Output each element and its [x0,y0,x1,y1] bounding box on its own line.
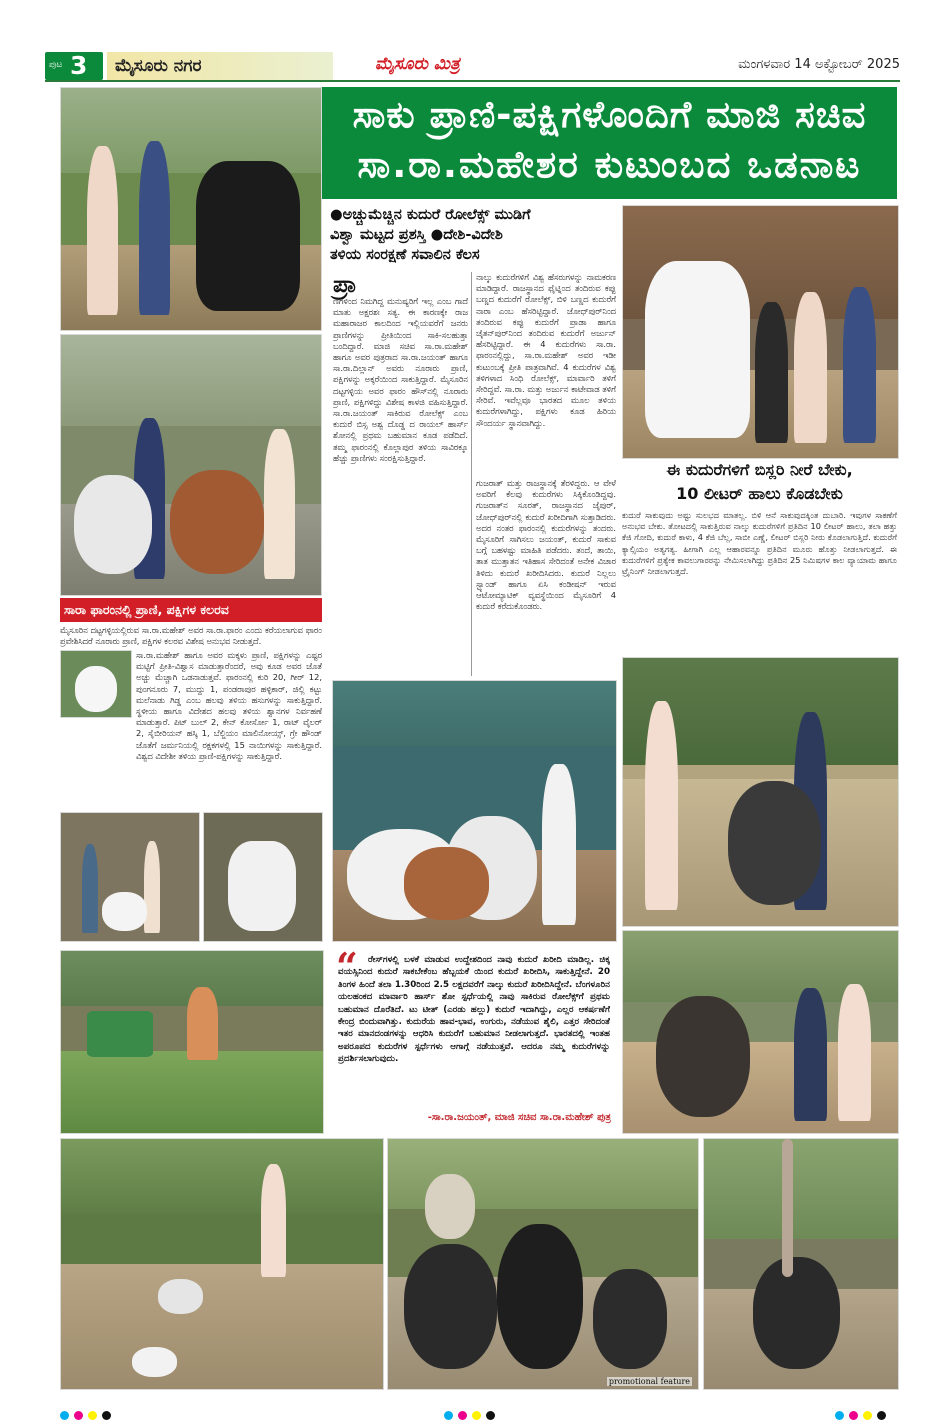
headline-banner [322,87,897,199]
photo-cattle-shed [60,334,322,596]
paper-name: ಮೈಸೂರು ಮಿತ್ರ [375,54,460,74]
page-badge [45,52,103,80]
issue-date: ಮಂಗಳವಾರ 14 ಅಕ್ಟೋಬರ್ 2025 [738,57,900,72]
registration-marks-left [60,1405,116,1424]
article-col2: ನಾಲ್ಕು ಕುದುರೆಗಳಿಗೆ ವಿಶ್ವ ಹೆಸರುಗಳನ್ನು ನಾಮಕರಣ ಮಾಡಿದ್ದಾರೆ. ರಾಜಸ್ಥಾನದ ಫೈಟ್ನಿಂದ ತಂದಿರುವ ಕಪ್ಪು ಬಣ್ಣದ ಕುದುರೆಗೆ ರೋಲೆಕ್ಸ್, ಬಿಳಿ ಬಣ್ಣದ ಕುದುರೆಗೆ ನಾರಾ ಎಂಬ ಹೆಸರಿಟ್ಟಿದ್ದಾರೆ. ಜೋಧ್‌ಪುರ್‌ನಿಂದ ತಂದಿರುವ ಕಪ್ಪು ಕುದುರೆಗೆ ಪ್ರಾಡಾ ಹಾಗೂ ಚೈತನ್‌ಪುರ್‌ನಿಂದ ತಂದಿರುವ ಕುದುರೆಗೆ ಅರ್ಜುನ್ ಹೆಸರಿಟ್ಟಿದ್ದಾರೆ. ಈ 4 ಕುದುರೆಗಳು ಸಾ.ರಾ. ಫಾರಂನಲ್ಲಿದ್ದು, ಸಾ.ರಾ.ಮಹೇಶ್ ಅವರ ಇಡೀ ಕುಟುಂಬಕ್ಕೆ ಪ್ರೀತಿ ಪಾತ್ರವಾಗಿವೆ. 4 ಕುದುರೆಗಳ ವಿಶ್ವ ತಳಿಗಳಾದ ಸಿಂಧಿ ರೋಲೆಕ್ಸ್, ಮಾರ್ವಾರಿ ತಳಿಗೆ ಸೇರಿದ್ದವೆ. ಸಾ.ರಾ. ಮತ್ತು ಅರ್ಜುನ ಕಾಟೇವಾಡ ತಳಿಗೆ ಸೇರಿವೆ. ಇವೆಲ್ಲವೂ ಭಾರತದ ಮೂಲ ತಳಿಯ ಕುದುರೆಗಳಾಗಿದ್ದು, ಪಕ್ಷಿಗಳು ಕೂಡ ಹಿರಿಯ ಸೌಂದರ್ಯ ಸ್ಥಾನವಾಗಿದ್ದು. [476,272,616,428]
photo-sheep-man [60,812,200,942]
photo-goat [203,812,323,942]
subhead-line3: ತಳಿಯ ಸಂರಕ್ಷಣೆ ಸವಾಲಿನ ಕೆಲಸ [330,247,480,263]
milk-box-title1: ಈ ಕುದುರೆಗಳಿಗೆ ಬಿಸ್ಲರಿ ನೀರೆ ಬೇಕು, [666,460,853,479]
subhead-line1: ●ಅಚ್ಚುಮೆಚ್ಚಿನ ಕುದುರೆ ರೋಲೆಕ್ಸ್ ಮುಡಿಗೆ [330,207,531,223]
milk-box [622,460,897,652]
article-col1: ಣಿಗಳಿಂದ ನಿಮಗಿದ್ದ ಮನುಷ್ಯರಿಗೆ ಇಲ್ಲ ಎಂಬ ಗಾದೆ ಮಾತು ಅಕ್ಷರಶಃ ಸತ್ಯ. ಈ ಕಾರಣಕ್ಕೇ ರಾಜ ಮಹಾರಾಜರ ಕಾಲದಿಂದ ಇಲ್ಲಿಯವರೆಗೆ ಜನರು ಪ್ರಾಣಿಗಳನ್ನು ಪ್ರೀತಿಯಿಂದ ಸಾಕಿ-ಸಲಹುತ್ತಾ ಬಂದಿದ್ದಾರೆ. ಮಾಜಿ ಸಚಿವ ಸಾ.ರಾ.ಮಹೇಶ್ ಹಾಗೂ ಅವರ ಪುತ್ರರಾದ ಸಾ.ರಾ.ಜಯಂತ್ ಹಾಗೂ ಸಾ.ರಾ.ದಿಲ್ಲಾನ್ ಅವರು ನೂರಾರು ಪ್ರಾಣಿ, ಪಕ್ಷಿಗಳನ್ನು ಅಕ್ಕರೆಯಿಂದ ಸಾಕುತ್ತಿದ್ದಾರೆ. ಮೈಸೂರಿನ ದಟ್ಟಗಳ್ಳಿಯ ಅವರ ಫಾರಂ ಹೌಸ್‌ನಲ್ಲಿ ನೂರಾರು ಪ್ರಾಣಿ, ಪಕ್ಷಿಗಳಿದ್ದು ವಿಶೇಷ ಕಾಳಜಿ ವಹಿಸುತ್ತಿದ್ದಾರೆ. ಸಾ.ರಾ.ಜಯಂತ್ ಸಾಕಿರುವ ರೋಲೆಕ್ಸ್ ಎಂಬ ಕುದುರೆ ಬಿಸ್ಸ ಅಶ್ವ ದೊಡ್ಡ ದ ರಾಯಲ್ ಹಾರ್ಸ್ ಶೋನಲ್ಲಿ ಪ್ರಥಮ ಬಹುಮಾನ ಕೂಡ ಪಡೆದಿದೆ. ತಮ್ಮ ಫಾರಂನಲ್ಲಿ ಕೊಲ್ಲಾಪುರ ತಳಿಯ ಸಾವಿರಕ್ಕೂ ಹೆಚ್ಚು ಪ್ರಾಣಿಗಳು ಸಂರಕ್ಷಿಸುತ್ತಿದ್ದಾರೆ. [333,296,468,463]
section-title: ಮೈಸೂರು ನಗರ [115,56,202,76]
photo-ostrich [703,1138,899,1390]
photo-fodder [60,950,324,1134]
page-label: ಪುಟ [49,60,63,70]
masthead [45,52,900,80]
farm-box-intro: ಮೈಸೂರಿನ ದಟ್ಟಗಳ್ಳಿಯಲ್ಲಿರುವ ಸಾ.ರಾ.ಮಹೇಶ್ ಅವರ ಸಾ.ರಾ.ಫಾರಂ ಎಂದು ಕರೆಯಲಾಗುವ ಫಾರಂ ಪ್ರವೇಶಿಸಿದರೆ ನೂರಾರು ಪ್ರಾಣಿ, ಪಕ್ಷಿಗಳ ಕಲರವ ವಿಶೇಷ ಅನುಭವ ನೀಡುತ್ತದೆ. [60,625,322,647]
farm-box-title-bar [60,598,322,622]
photo-turkeys [387,1138,699,1390]
registration-marks-center [444,1405,500,1424]
milk-box-title2: 10 ಲೀಟರ್ ಹಾಲು ಕೊಡಬೇಕು [676,484,843,503]
farm-box-body: ಸಾ.ರಾ.ಮಹೇಶ್ ಹಾಗೂ ಅವರ ಮಕ್ಕಳು ಪ್ರಾಣಿ, ಪಕ್ಷಿಗಳನ್ನು ಎಷ್ಟರ ಮಟ್ಟಿಗೆ ಪ್ರೀತಿ-ವಿಶ್ವಾಸ ಮಾಡುತ್ತಾರೆಂದರೆ, ಅವು ಕೂಡ ಅವರ ಜೊತೆ ಅಚ್ಚು ಮೆಚ್ಚಾಗಿ ಒಡನಾಡುತ್ತವೆ. ಫಾರಂನಲ್ಲಿ ಕುರಿ 20, ಗೀರ್ 12, ಪುಂಗನೂರು 7, ಮುದ್ದು 1, ಪಂಡರಾಪುರ ಹಳ್ಳಿಕಾರ್, ಜಿಲ್ಲಿ ಕಟ್ಟು ಮಲೆನಾಡು ಗಿಡ್ಡ ಎಂಬ ಹಲವು ತಳಿಯ ಹಸುಗಳನ್ನು ಸಾಕುತ್ತಿದ್ದಾರೆ. ಸ್ಥಳೀಯ ಹಾಗೂ ವಿದೇಶದ ಹಲವು ತಳಿಯ ಶ್ವಾನಗಳ ನಿರ್ವಹಣೆ ಮಾಡುತ್ತಾರೆ. ಪಿಟ್ ಬುಲ್ 2, ಕೇನ್ ಕೋರ್ಸೋ 1, ರಾಟ್ ವೈಲರ್ 2, ಸೈಬೀರಿಯನ್ ಹಸ್ಕಿ 1, ಬೆಲ್ಜಿಯಂ ಮಾಲಿನೋಯ್ಸ್, ಗ್ರೇ ಹೌಂಡ್ ಜೊತೆಗೆ ಜರ್ಮನಿಯಲ್ಲಿ ರಕ್ಷಕಗಳಲ್ಲಿ 15 ನಾಯಿಗಳನ್ನು ಸಾಕುತ್ತಿದ್ದಾರೆ. ವಿಶ್ವದ ವಿದೇಶೀ ತಳಿಯ ಪ್ರಾಣಿ-ಪಕ್ಷಿಗಳನ್ನು ಸಾಕುತ್ತಿದ್ದಾರೆ. [136,650,322,761]
photo-goat-shed [332,680,617,942]
quote-text: ರೇಸ್‌ಗಳಲ್ಲಿ ಬಳಕೆ ಮಾಡುವ ಉದ್ದೇಶದಿಂದ ನಾವು ಕುದುರೆ ಖರೀದಿ ಮಾಡಿಲ್ಲ. ಚಿಕ್ಕ ವಯಸ್ಸಿನಿಂದ ಕುದುರೆ ಸಾಕಬೇಕೆಂಬ ಹೆಬ್ಬಯಕೆ ಯಿಂದ ಕುದುರೆ ಖರೀದಿಸಿ, ಸಾಕುತ್ತಿದ್ದೇನೆ. 20 ತಿಂಗಳ ಹಿಂದೆ ತಲಾ 1.30ರಿಂದ 2.5 ಲಕ್ಷದವರೆಗೆ ನಾಲ್ಕು ಕುದುರೆ ಖರೀದಿಸಿದ್ದೇನೆ. ಬೆಂಗಳೂರಿನ ಯಲಹಂಕದ ಮಾರ್ವಾರಿ ಹಾರ್ಸ್ ಶೋ ಸ್ಪರ್ಧೆಯಲ್ಲಿ ನಾವು ಸಾಕಿರುವ ರೋಲೆಕ್ಸ್‌ಗೆ ಪ್ರಥಮ ಬಹುಮಾನ ದೊರೆತಿದೆ. ಟು ಟೀತ್ (ಎರಡು ಹಲ್ಲು) ಕುದುರೆ ಇದಾಗಿದ್ದು, ಎಲ್ಲರ ಆಕರ್ಷಣೆಗೆ ಕೇಂದ್ರ ಬಿಂದುವಾಗಿತ್ತು. ಕುದುರೆಯ ಹಾವ-ಭಾವ, ಉಗುರು, ನಡೆಯುವ ಶೈಲಿ, ಎತ್ತರ ಸೇರಿದಂತೆ ಇತರ ಮಾನದಂಡಗಳನ್ನು ಆಧರಿಸಿ ಕುದುರೆಗೆ ಬಹುಮಾನ ನೀಡಲಾಗುತ್ತದೆ. ಭಾರತದಲ್ಲಿ ಇಂತಹ ಅಪರೂಪದ ಕುದುರೆಗಳ ಸ್ಪರ್ಧೆಗಳು ಆಗಾಗ್ಗೆ ನಡೆಯುತ್ತವೆ. ಆದರೂ ನಮ್ಮ ಕುದುರೆಗಳನ್ನು ಪ್ರದರ್ಶಿಸಲಾಗುವುದು. [338,955,610,1065]
article-col3: ಗುಜರಾತ್ ಮತ್ತು ರಾಜಸ್ಥಾನಕ್ಕೆ ತೆರಳಿದ್ದರು. ಆ ವೇಳೆ ಅವರಿಗೆ ಕೆಲವು ಕುದುರೆಗಳು ಸಿಕ್ಕಿಕೊಂಡಿದ್ದವು. ಗುಜರಾತ್‌ನ ಸೂರತ್, ರಾಜಸ್ಥಾನದ ಜೈಪುರ್, ಜೋಧ್‌ಪುರ್‌ನಲ್ಲಿ ಕುದುರೆ ಖರೀದಿಗಾಗಿ ಸುತ್ತಾಡಿದರು. ಅದರ ನಂತರ ಫಾರಂನಲ್ಲಿ ಕುದುರೆಗಳನ್ನು ತಂದರು. ಮೈಸೂರಿಗೆ ಸಾಗಿಸಲು ಜಯಂತ್, ಕುದುರೆ ಸಾಕುವ ಬಗ್ಗೆ ಬಹಳಷ್ಟು ಮಾಹಿತಿ ಪಡೆದರು. ತಂದೆ, ತಾಯಿ, ತಾತ ಮುತ್ತಾತನ ಇತಿಹಾಸ ಸೇರಿದಂತೆ ಅನೇಕ ವಿಚಾರ ತಿಳಿದು ಕುದುರೆ ಖರೀದಿಸಿದರು. ಕುದುರೆ ನಿಲ್ಲಲು ಸ್ಟ್ಯಾಂಡ್ ಹಾಗೂ ಏಸಿ ಕಂಡೀಷನ್ ಇರುವ ಆಟೋಮ್ಯಾಟಿಕ್ ವ್ಯವಸ್ಥೆಯಿಂದ ಮೈಸೂರಿಗೆ 4 ಕುದುರೆ ಕರೆದುಕೊಂಡರು. [476,478,616,612]
photo-garden-birds [60,1138,384,1390]
subhead-line2: ವಿಶ್ವಾ ಮಟ್ಟದ ಪ್ರಶಸ್ತಿ ●ದೇಶಿ-ವಿದೇಶಿ [330,227,503,243]
subhead-box [330,205,615,267]
registration-marks-right [835,1405,891,1424]
milk-box-body: ಕುದುರೆ ಸಾಕುವುದು ಅಷ್ಟು ಸುಲಭದ ಮಾತಲ್ಲ. ಬಿಳಿ ಆನೆ ಸಾಕುವುದಕ್ಕಿಂತ ದುಬಾರಿ. ಇವುಗಳ ಸಾಕಣೆಗೆ ಅನುಭವ ಬೇಕು. ತೋಟದಲ್ಲಿ ಸಾಕುತ್ತಿರುವ ನಾಲ್ಕು ಕುದುರೆಗಳಿಗೆ ಪ್ರತಿದಿನ 10 ಲೀಟರ್ ಹಾಲು, ತಲಾ ಹತ್ತು ಕೆಜಿ ಗೋದಿ, ಕುದುರೆ ಕಾಳು, 4 ಕೆಜಿ ಬೆಲ್ಲ, ಸಾಬೀ ಎಣ್ಣೆ, ಲೀಟರ್ ಬಿಸ್ಲರಿ ನೀರು ಕೊಡಲಾಗುತ್ತಿದೆ. ಕುದುರೆಗೆ ಕ್ಯಾಲ್ಸಿಯಂ ಅತ್ಯಗತ್ಯ. ಹೀಗಾಗಿ ಎಲ್ಲ ಆಹಾರವನ್ನೂ ಪ್ರತಿದಿನ ಮೂರು ಹೊತ್ತು ನೀಡಲಾಗುತ್ತದೆ. ಈ ಕುದುರೆಗಳಿಗೆ ಪ್ರತ್ಯೇಕ ಕಾವಲುಗಾರರನ್ನು ನೇಮಿಸಲಾಗಿದ್ದು ಪ್ರತಿದಿನ 25 ನಿಮಿಷಗಳ ಕಾಲ ವ್ಯಾಯಾಮ ಹಾಗೂ ಟ್ರೈನಿಂಗ್ ನೀಡಲಾಗುತ್ತದೆ. [622,510,897,577]
farm-box-title: ಸಾರಾ ಫಾರಂನಲ್ಲಿ ಪ್ರಾಣಿ, ಪಕ್ಷಿಗಳ ಕಲರವ [64,602,229,617]
headline-line2: ಸಾ.ರಾ.ಮಹೇಶರ ಕುಟುಂಬದ ಒಡನಾಟ [357,143,862,186]
photo-horse-black [60,87,322,331]
photo-bull [622,930,899,1134]
masthead-rule [45,80,900,82]
quote-byline: -ಸಾ.ರಾ.ಜಯಂತ್, ಮಾಜಿ ಸಚಿವ ಸಾ.ರಾ.ಮಹೇಶ್ ಪುತ್ರ [427,1112,611,1123]
photo-horse-white [622,205,899,459]
quote-mark: “ [336,944,358,989]
article-dropcap: ಪ್ರಾ [333,272,357,298]
promo-label: promotional feature [608,1377,690,1386]
headline-line1: ಸಾಕು ಪ್ರಾಣಿ-ಪಕ್ಷಿಗಳೊಂದಿಗೆ ಮಾಜಿ ಸಚಿವ [352,93,867,136]
quote-box [332,946,617,1132]
section-bar [107,52,333,80]
photo-hen [60,650,132,718]
photo-dog [622,657,899,927]
page-number: 3 [70,51,88,80]
column-divider [471,272,472,676]
